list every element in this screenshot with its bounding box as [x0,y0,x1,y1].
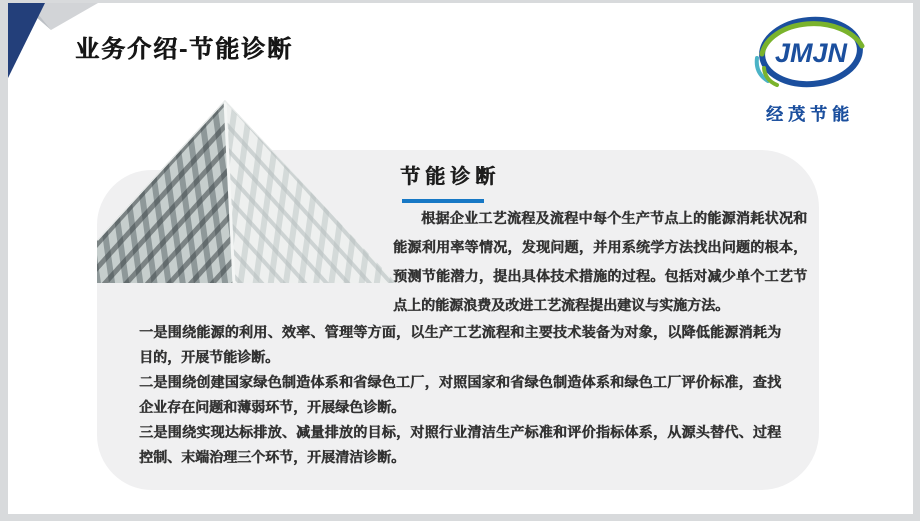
company-logo [740,11,880,125]
logo-wordmark: 经茂节能 [766,105,854,124]
bullet-paragraph-1: 一是围绕能源的利用、效率、管理等方面，以生产工艺流程和主要技术装备为对象，以降低能源消耗为目的，开展节能诊断。 [139,324,781,365]
bullet-paragraph-3: 三是围绕实现达标排放、减量排放的目标，对照行业清洁生产标准和评价指标体系，从源头替代、过程控制、末端治理三个环节，开展清洁诊断。 [139,424,781,465]
heading-underline [402,199,484,203]
logo-monogram: JMJN [774,38,848,68]
section-description: 根据企业工艺流程及流程中每个生产节点上的能源消耗状况和能源利用率等情况，发现问题，并用系统学方法找出问题的根本，预测节能潜力，提出具体技术措施的过程。包括对减少单个工艺节点上的能源浪费及改进工艺流程提出建议与实施方法。 [393,210,807,313]
page-title: 业务介绍-节能诊断 [75,36,293,63]
logo-ellipse-icon [748,11,872,93]
building-image [97,97,397,283]
section-heading: 节能诊断 [400,166,500,188]
bullet-paragraphs [139,320,781,470]
bullet-paragraph-2: 二是围绕创建国家绿色制造体系和省绿色工厂，对照国家和省绿色制造体系和绿色工厂评价标准，查找企业存在问题和薄弱环节，开展绿色诊断。 [139,374,781,415]
slide-canvas [8,3,913,514]
